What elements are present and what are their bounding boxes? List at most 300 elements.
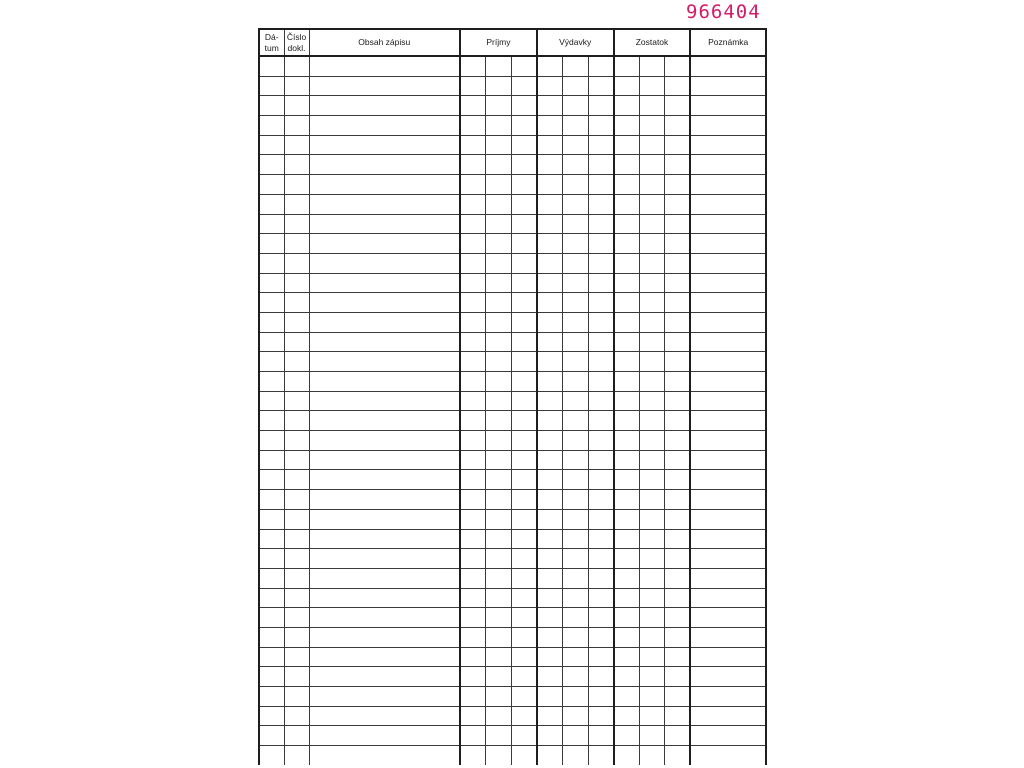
balance-cell <box>639 687 665 707</box>
balance-cell <box>665 667 691 687</box>
header-document-number-line1: Číslo <box>286 31 307 42</box>
entry-content-cell <box>309 608 460 628</box>
date-cell <box>259 312 284 332</box>
balance-cell <box>639 135 665 155</box>
date-cell <box>259 155 284 175</box>
expenses-cell <box>588 726 614 746</box>
table-row <box>259 56 766 76</box>
document-number-cell <box>284 76 309 96</box>
income-cell <box>486 352 512 372</box>
entry-content-cell <box>309 549 460 569</box>
balance-cell <box>665 253 691 273</box>
expenses-cell <box>588 411 614 431</box>
expenses-cell <box>588 56 614 76</box>
balance-cell <box>665 726 691 746</box>
income-cell <box>460 667 486 687</box>
expenses-cell <box>537 746 563 765</box>
expenses-cell <box>537 706 563 726</box>
document-number-cell <box>284 627 309 647</box>
balance-cell <box>614 175 640 195</box>
table-row <box>259 549 766 569</box>
income-cell <box>486 175 512 195</box>
date-cell <box>259 273 284 293</box>
balance-cell <box>614 746 640 765</box>
income-cell <box>511 687 537 707</box>
entry-content-cell <box>309 372 460 392</box>
income-cell <box>486 391 512 411</box>
expenses-cell <box>562 273 588 293</box>
income-cell <box>460 56 486 76</box>
expenses-cell <box>537 450 563 470</box>
date-cell <box>259 135 284 155</box>
date-cell <box>259 509 284 529</box>
document-number-cell <box>284 549 309 569</box>
balance-cell <box>665 588 691 608</box>
expenses-cell <box>562 214 588 234</box>
expenses-cell <box>537 332 563 352</box>
note-cell <box>690 332 766 352</box>
expenses-cell <box>588 568 614 588</box>
balance-cell <box>665 135 691 155</box>
income-cell <box>460 706 486 726</box>
expenses-cell <box>537 470 563 490</box>
balance-cell <box>665 96 691 116</box>
document-number-cell <box>284 608 309 628</box>
income-cell <box>511 372 537 392</box>
entry-content-cell <box>309 56 460 76</box>
note-cell <box>690 135 766 155</box>
balance-cell <box>614 372 640 392</box>
income-cell <box>511 312 537 332</box>
income-cell <box>460 509 486 529</box>
balance-cell <box>665 273 691 293</box>
note-cell <box>690 687 766 707</box>
entry-content-cell <box>309 352 460 372</box>
date-cell <box>259 450 284 470</box>
table-row <box>259 253 766 273</box>
income-cell <box>511 194 537 214</box>
expenses-cell <box>588 312 614 332</box>
income-cell <box>486 726 512 746</box>
expenses-cell <box>588 687 614 707</box>
income-cell <box>460 155 486 175</box>
expenses-cell <box>537 391 563 411</box>
table-row <box>259 273 766 293</box>
income-cell <box>460 372 486 392</box>
note-cell <box>690 175 766 195</box>
date-cell <box>259 253 284 273</box>
balance-cell <box>614 155 640 175</box>
note-cell <box>690 411 766 431</box>
expenses-cell <box>562 627 588 647</box>
entry-content-cell <box>309 726 460 746</box>
balance-cell <box>639 253 665 273</box>
balance-cell <box>614 411 640 431</box>
balance-cell <box>639 96 665 116</box>
table-row <box>259 312 766 332</box>
date-cell <box>259 214 284 234</box>
header-document-number-line2: dokl. <box>287 42 306 53</box>
balance-cell <box>639 450 665 470</box>
balance-cell <box>665 194 691 214</box>
expenses-cell <box>562 490 588 510</box>
expenses-cell <box>588 96 614 116</box>
expenses-cell <box>537 253 563 273</box>
table-row <box>259 234 766 254</box>
balance-cell <box>614 234 640 254</box>
document-number-cell <box>284 746 309 765</box>
expenses-cell <box>562 549 588 569</box>
expenses-cell <box>562 568 588 588</box>
table-row <box>259 194 766 214</box>
expenses-cell <box>588 588 614 608</box>
income-cell <box>486 411 512 431</box>
expenses-cell <box>588 608 614 628</box>
table-row <box>259 352 766 372</box>
income-cell <box>460 234 486 254</box>
document-number-cell <box>284 726 309 746</box>
table-row <box>259 588 766 608</box>
document-number-cell <box>284 214 309 234</box>
income-cell <box>460 116 486 136</box>
expenses-cell <box>537 608 563 628</box>
document-number-cell <box>284 509 309 529</box>
income-cell <box>511 175 537 195</box>
header-date <box>259 29 284 56</box>
balance-cell <box>614 706 640 726</box>
entry-content-cell <box>309 706 460 726</box>
income-cell <box>486 509 512 529</box>
date-cell <box>259 391 284 411</box>
income-cell <box>460 608 486 628</box>
expenses-cell <box>537 312 563 332</box>
table-row <box>259 490 766 510</box>
expenses-cell <box>588 194 614 214</box>
expenses-cell <box>537 667 563 687</box>
expenses-cell <box>562 293 588 313</box>
expenses-cell <box>588 293 614 313</box>
balance-cell <box>639 746 665 765</box>
income-cell <box>486 96 512 116</box>
income-cell <box>486 312 512 332</box>
income-cell <box>486 155 512 175</box>
note-cell <box>690 352 766 372</box>
document-number-cell <box>284 667 309 687</box>
table-row <box>259 96 766 116</box>
note-cell <box>690 627 766 647</box>
income-cell <box>460 391 486 411</box>
entry-content-cell <box>309 273 460 293</box>
balance-cell <box>614 667 640 687</box>
balance-cell <box>614 391 640 411</box>
entry-content-cell <box>309 450 460 470</box>
income-cell <box>511 332 537 352</box>
balance-cell <box>665 470 691 490</box>
expenses-cell <box>562 56 588 76</box>
header-income: Príjmy <box>460 29 537 56</box>
header-entry-content: Obsah zápisu <box>309 29 460 56</box>
income-cell <box>486 293 512 313</box>
balance-cell <box>665 746 691 765</box>
cash-book-sheet <box>258 28 767 765</box>
note-cell <box>690 214 766 234</box>
income-cell <box>511 450 537 470</box>
document-number-cell <box>284 116 309 136</box>
expenses-cell <box>588 667 614 687</box>
balance-cell <box>665 627 691 647</box>
balance-cell <box>639 312 665 332</box>
balance-cell <box>614 96 640 116</box>
date-cell <box>259 96 284 116</box>
income-cell <box>460 214 486 234</box>
document-number-cell <box>284 194 309 214</box>
document-number-cell <box>284 687 309 707</box>
expenses-cell <box>562 391 588 411</box>
note-cell <box>690 588 766 608</box>
note-cell <box>690 667 766 687</box>
ledger-body <box>259 56 766 765</box>
expenses-cell <box>537 76 563 96</box>
note-cell <box>690 706 766 726</box>
note-cell <box>690 96 766 116</box>
expenses-cell <box>588 372 614 392</box>
balance-cell <box>614 56 640 76</box>
expenses-cell <box>588 234 614 254</box>
income-cell <box>486 529 512 549</box>
table-row <box>259 116 766 136</box>
balance-cell <box>665 175 691 195</box>
income-cell <box>460 746 486 765</box>
entry-content-cell <box>309 253 460 273</box>
expenses-cell <box>562 76 588 96</box>
date-cell <box>259 726 284 746</box>
entry-content-cell <box>309 332 460 352</box>
note-cell <box>690 273 766 293</box>
date-cell <box>259 470 284 490</box>
expenses-cell <box>562 175 588 195</box>
balance-cell <box>665 76 691 96</box>
income-cell <box>486 627 512 647</box>
balance-cell <box>614 627 640 647</box>
header-balance: Zostatok <box>614 29 691 56</box>
expenses-cell <box>537 234 563 254</box>
income-cell <box>511 253 537 273</box>
entry-content-cell <box>309 509 460 529</box>
expenses-cell <box>588 175 614 195</box>
table-row <box>259 76 766 96</box>
date-cell <box>259 687 284 707</box>
entry-content-cell <box>309 391 460 411</box>
expenses-cell <box>537 273 563 293</box>
table-row <box>259 667 766 687</box>
document-number-cell <box>284 253 309 273</box>
income-cell <box>486 490 512 510</box>
income-cell <box>486 273 512 293</box>
balance-cell <box>614 332 640 352</box>
entry-content-cell <box>309 293 460 313</box>
document-number-cell <box>284 529 309 549</box>
expenses-cell <box>537 56 563 76</box>
balance-cell <box>614 431 640 451</box>
income-cell <box>460 529 486 549</box>
date-cell <box>259 352 284 372</box>
expenses-cell <box>562 706 588 726</box>
date-cell <box>259 175 284 195</box>
table-row <box>259 214 766 234</box>
balance-cell <box>639 391 665 411</box>
balance-cell <box>614 549 640 569</box>
balance-cell <box>639 372 665 392</box>
expenses-cell <box>537 490 563 510</box>
balance-cell <box>639 352 665 372</box>
expenses-cell <box>562 253 588 273</box>
balance-cell <box>639 726 665 746</box>
expenses-cell <box>588 76 614 96</box>
date-cell <box>259 293 284 313</box>
expenses-cell <box>562 352 588 372</box>
note-cell <box>690 391 766 411</box>
income-cell <box>486 214 512 234</box>
entry-content-cell <box>309 214 460 234</box>
expenses-cell <box>562 746 588 765</box>
entry-content-cell <box>309 234 460 254</box>
income-cell <box>460 588 486 608</box>
income-cell <box>486 450 512 470</box>
header-expenses: Výdavky <box>537 29 614 56</box>
note-cell <box>690 549 766 569</box>
balance-cell <box>639 214 665 234</box>
income-cell <box>511 667 537 687</box>
income-cell <box>460 549 486 569</box>
table-row <box>259 450 766 470</box>
income-cell <box>460 312 486 332</box>
income-cell <box>486 76 512 96</box>
date-cell <box>259 667 284 687</box>
balance-cell <box>665 647 691 667</box>
balance-cell <box>665 391 691 411</box>
table-row <box>259 706 766 726</box>
expenses-cell <box>588 746 614 765</box>
document-number-cell <box>284 234 309 254</box>
entry-content-cell <box>309 76 460 96</box>
expenses-cell <box>588 470 614 490</box>
document-number-cell <box>284 312 309 332</box>
note-cell <box>690 56 766 76</box>
expenses-cell <box>537 411 563 431</box>
balance-cell <box>614 470 640 490</box>
document-number-cell <box>284 450 309 470</box>
expenses-cell <box>537 568 563 588</box>
document-number-cell <box>284 647 309 667</box>
entry-content-cell <box>309 667 460 687</box>
income-cell <box>511 214 537 234</box>
balance-cell <box>639 116 665 136</box>
date-cell <box>259 116 284 136</box>
income-cell <box>460 726 486 746</box>
balance-cell <box>665 706 691 726</box>
note-cell <box>690 746 766 765</box>
balance-cell <box>665 450 691 470</box>
date-cell <box>259 234 284 254</box>
table-row <box>259 372 766 392</box>
document-number-cell <box>284 706 309 726</box>
balance-cell <box>639 411 665 431</box>
balance-cell <box>639 431 665 451</box>
balance-cell <box>614 312 640 332</box>
document-number-cell <box>284 391 309 411</box>
table-row <box>259 293 766 313</box>
balance-cell <box>614 194 640 214</box>
entry-content-cell <box>309 135 460 155</box>
balance-cell <box>665 214 691 234</box>
expenses-cell <box>588 391 614 411</box>
header-note: Poznámka <box>690 29 766 56</box>
income-cell <box>486 431 512 451</box>
income-cell <box>511 470 537 490</box>
balance-cell <box>639 194 665 214</box>
balance-cell <box>665 509 691 529</box>
expenses-cell <box>537 509 563 529</box>
note-cell <box>690 116 766 136</box>
entry-content-cell <box>309 155 460 175</box>
expenses-cell <box>562 687 588 707</box>
date-cell <box>259 549 284 569</box>
note-cell <box>690 608 766 628</box>
expenses-cell <box>588 352 614 372</box>
expenses-cell <box>562 647 588 667</box>
table-row <box>259 647 766 667</box>
balance-cell <box>639 667 665 687</box>
table-row <box>259 411 766 431</box>
balance-cell <box>614 687 640 707</box>
income-cell <box>511 411 537 431</box>
expenses-cell <box>537 726 563 746</box>
table-row <box>259 431 766 451</box>
expenses-cell <box>537 116 563 136</box>
expenses-cell <box>562 450 588 470</box>
income-cell <box>511 588 537 608</box>
income-cell <box>460 687 486 707</box>
expenses-cell <box>562 726 588 746</box>
income-cell <box>460 253 486 273</box>
income-cell <box>511 155 537 175</box>
expenses-cell <box>537 687 563 707</box>
income-cell <box>511 431 537 451</box>
table-row <box>259 608 766 628</box>
expenses-cell <box>588 647 614 667</box>
expenses-cell <box>588 155 614 175</box>
expenses-cell <box>537 627 563 647</box>
income-cell <box>511 627 537 647</box>
note-cell <box>690 293 766 313</box>
note-cell <box>690 253 766 273</box>
expenses-cell <box>588 214 614 234</box>
balance-cell <box>639 56 665 76</box>
table-row <box>259 687 766 707</box>
balance-cell <box>639 647 665 667</box>
note-cell <box>690 470 766 490</box>
balance-cell <box>614 509 640 529</box>
balance-cell <box>665 312 691 332</box>
entry-content-cell <box>309 627 460 647</box>
balance-cell <box>665 549 691 569</box>
expenses-cell <box>562 588 588 608</box>
balance-cell <box>639 76 665 96</box>
note-cell <box>690 76 766 96</box>
expenses-cell <box>562 234 588 254</box>
balance-cell <box>614 490 640 510</box>
income-cell <box>511 608 537 628</box>
